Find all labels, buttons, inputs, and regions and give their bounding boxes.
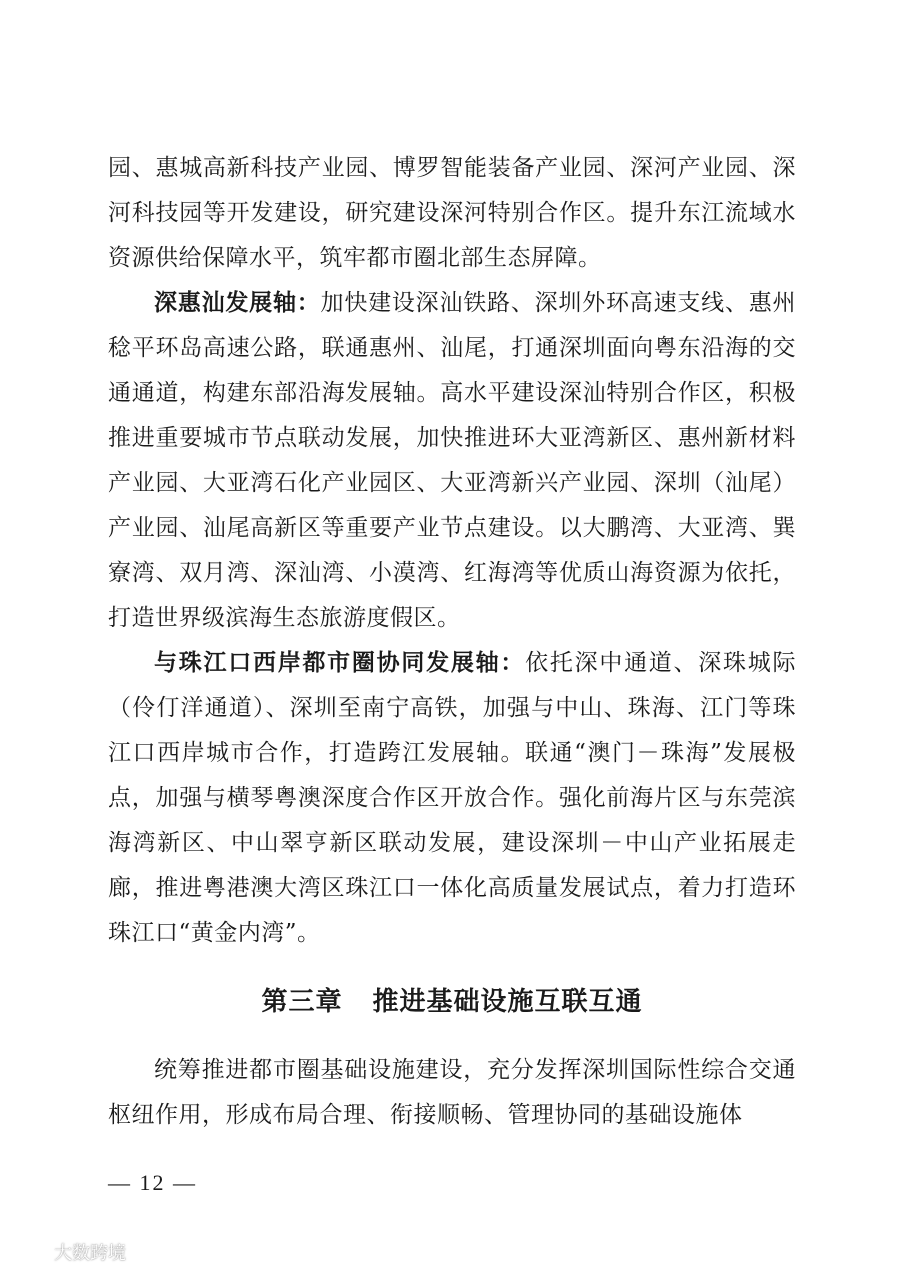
chapter-number: 第三章 bbox=[261, 987, 343, 1017]
paragraph-continued: 园、惠城高新科技产业园、博罗智能装备产业园、深河产业园、深河科技园等开发建设，研究建设深河特别合作区。提升东江流域水资源供给保障水平，筑牢都市圈北部生态屏障。 bbox=[108, 155, 796, 271]
paragraph-infrastructure: 统筹推进都市圈基础设施建设，充分发挥深圳国际性综合交通枢纽作用，形成布局合理、衔接顺畅、管理协同的基础设施体 bbox=[108, 1057, 796, 1128]
paragraph-heading: 深惠汕发展轴： bbox=[154, 290, 321, 316]
watermark bbox=[8, 1238, 126, 1266]
chapter-heading bbox=[108, 976, 796, 1028]
page-number: — 12 — bbox=[108, 1170, 197, 1195]
paragraph-text: 加快建设深汕铁路、深圳外环高速支线、惠州稔平环岛高速公路，联通惠州、汕尾，打通深圳面向粤东沿海的交通通道，构建东部沿海发展轴。高水平建设深汕特别合作区，积极推进重要城市节点联动发展，加快推进环大亚湾新区、惠州新材料产业园、大亚湾石化产业园区、大亚湾新兴产业园、深圳（汕尾）产业园、汕尾高新区等重要产业节点建设。以大鹏湾、大亚湾、巽寮湾、双月湾、深汕湾、小漠湾、红海湾等优质山海资源为依托，打造世界级滨海生态旅游度假区。 bbox=[108, 290, 797, 631]
document-body bbox=[108, 146, 796, 1138]
chapter-title: 推进基础设施互联互通 bbox=[372, 987, 643, 1017]
paragraph-heading: 与珠江口西岸都市圈协同发展轴： bbox=[154, 650, 526, 676]
watermark-text: 大数跨境 bbox=[54, 1243, 126, 1264]
watermark-logo-icon bbox=[8, 1238, 48, 1266]
paragraph-text: 依托深中通道、深珠城际（伶仃洋通道）、深圳至南宁高铁，加强与中山、珠海、江门等珠江口西岸城市合作，打造跨江发展轴。联通“澳门－珠海”发展极点，加强与横琴粤澳深度合作区开放合作。强化前海片区与东莞滨海湾新区、中山翠亨新区联动发展，建设深圳－中山产业拓展走廊，推进粤港澳大湾区珠江口一体化高质量发展试点，着力打造环珠江口“黄金内湾”。 bbox=[108, 650, 797, 946]
paragraph-pearl-river-west-axis bbox=[108, 641, 796, 956]
paragraph-shenhuishan-axis bbox=[108, 281, 796, 641]
